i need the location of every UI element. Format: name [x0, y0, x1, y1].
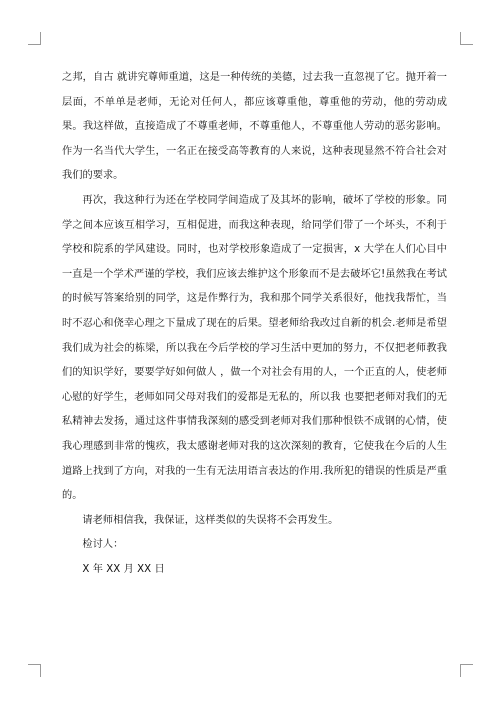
crop-mark-top-left	[28, 32, 41, 45]
crop-mark-bottom-right	[460, 664, 473, 677]
paragraph-promise: 请老师相信我，我保证，这样类似的失误将不会再发生。	[82, 514, 339, 526]
paragraph-continued: 之邦，自古 就讲究尊师重道，这是一种传统的美德，过去我一直忽视了它。抛开着一层面，不单单是老师，无论对任何人，都应该尊重他，尊重他的劳动，他的劳动成果。我这样做，直接造成了不尊重老师，不尊重他人，不尊重他人劳动的恶劣影响。作为一名当代大学生，一名正在接受高等教育的人来说，这种表现显然不符合社会对我们的要求。	[62, 72, 447, 182]
date-line: X 年 XX 月 XX 日	[82, 563, 165, 575]
crop-mark-top-right	[460, 32, 473, 45]
document-body	[62, 66, 447, 582]
signature-label: 检讨人：	[82, 539, 124, 551]
crop-mark-bottom-left	[28, 664, 41, 677]
paragraph-second: 再次，我这种行为还在学校同学间造成了及其坏的影响，破坏了学校的形象。同学之间本应该互相学习，互相促进，而我这种表现，给同学们带了一个坏头，不利于学校和院系的学风建设。同时，也对学校形象造成了一定损害，x 大学在人们心目中一直是一个学术严谨的学校，我们应该去维护这个形象而不是去破坏它!虽然我在考试的时候写答案给别的同学，这是作弊行为，我和那个同学关系很好，他找我帮忙，当时不忍心和侥幸心理之下量成了现在的后果。望老师给我改过自新的机会.老师是希望我们成为社会的栋梁，所以我在今后学校的学习生活中更加的努力，不仅把老师教我们的知识学好，要要学好如何做人 ，做一个对社会有用的人，一个正直的人，使老师心慰的好学生，老师如同父母对我们的爱都是无私的，所以我 也要把老师对我们的无私精神去发扬，通过这件事情我深刻的感受到老师对我们那种恨铁不成钢的心情，使我心理感到非常的愧疚，我太感谢老师对我的这次深刻的教育，它使我在今后的人生道路上找到了方向，对我的一生有无法用语言表达的作用.我所犯的错误的性质是严重的。	[62, 194, 447, 502]
